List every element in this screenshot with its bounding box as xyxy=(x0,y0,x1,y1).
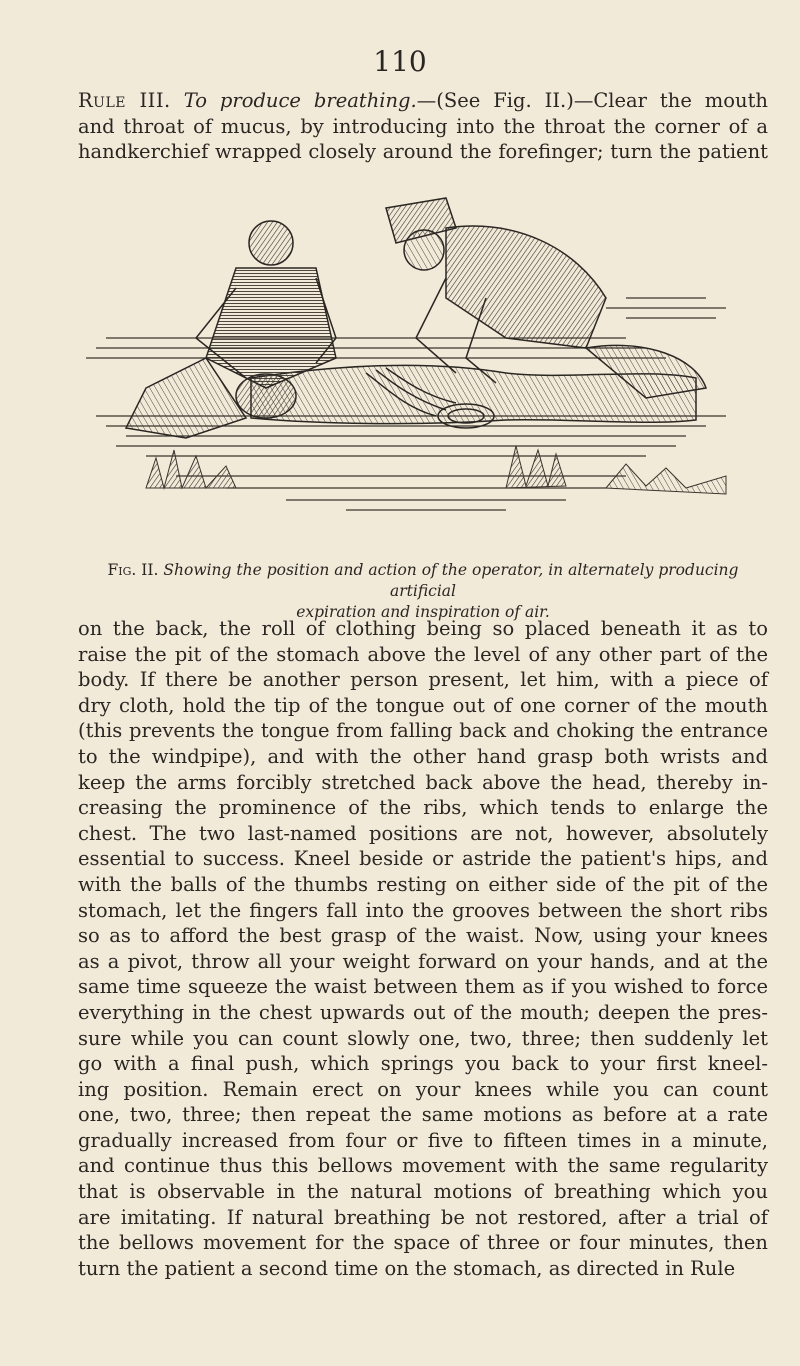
text-line: the bellows movement for the space of three or four minutes, then xyxy=(78,1231,768,1255)
caption-line: expiration and inspiration of air. xyxy=(296,603,550,621)
figure-label: Fig. II. xyxy=(107,561,159,579)
text-line: turn the patient a second time on the stomach, as directed in Rule xyxy=(78,1256,736,1280)
text-line: (this prevents the tongue from falling back and choking the entrance xyxy=(78,719,768,743)
text-line: sure while you can count slowly one, two, three; then suddenly let xyxy=(78,1026,768,1050)
text-line: ing position. Remain erect on your knees while you can count xyxy=(78,1077,768,1101)
text-line: creasing the prominence of the ribs, which tends to enlarge the xyxy=(78,796,768,820)
text-line: that is observable in the natural motions of breathing which you xyxy=(78,1180,768,1204)
text-line: everything in the chest upwards out of the mouth; deepen the pres- xyxy=(78,1000,768,1024)
text-line: handkerchief wrapped closely around the forefinger; turn the patient xyxy=(78,140,768,164)
rule-label: Rule III. xyxy=(78,89,171,112)
text-line: to the windpipe), and with the other hand grasp both wrists and xyxy=(78,744,768,768)
engraving-illustration xyxy=(86,188,736,568)
body-paragraph xyxy=(78,616,768,1281)
text-line: go with a final push, which springs you back to your first kneel- xyxy=(78,1052,768,1076)
caption-line xyxy=(78,560,768,602)
text-line: as a pivot, throw all your weight forward on your hands, and at the xyxy=(78,949,768,973)
caption-text: Showing the position and action of the operator, in alternately producing artificial xyxy=(163,561,739,600)
resuscitation-engraving xyxy=(86,188,736,568)
rule-heading-line xyxy=(78,88,768,114)
text-line: and throat of mucus, by introducing into the throat the corner of a xyxy=(78,114,768,138)
text-line: body. If there be another person present, let him, with a piece of xyxy=(78,668,768,692)
text-line: gradually increased from four or five to fifteen times in a minute, xyxy=(78,1128,768,1152)
rule-title: To produce breathing. xyxy=(183,89,417,112)
text-line: same time squeeze the waist between them as if you wished to force xyxy=(78,975,768,999)
text-line: essential to success. Kneel beside or astride the patient's hips, and xyxy=(78,847,768,871)
text-line: raise the pit of the stomach above the level of any other part of the xyxy=(78,642,768,666)
text-line: so as to afford the best grasp of the waist. Now, using your knees xyxy=(78,924,768,948)
text-line: stomach, let the fingers fall into the grooves between the short ribs xyxy=(78,898,768,922)
text-line: chest. The two last-named positions are not, however, absolutely xyxy=(78,821,768,845)
text-line: are imitating. If natural breathing be not restored, after a trial of xyxy=(78,1205,768,1229)
rule-reference: —(See Fig. II.)—Clear the mouth xyxy=(416,89,768,112)
text-line: dry cloth, hold the tip of the tongue out of one corner of the mouth xyxy=(78,693,768,717)
text-line: and continue thus this bellows movement with the same regularity xyxy=(78,1154,768,1178)
text-line: keep the arms forcibly stretched back above the head, thereby in- xyxy=(78,770,768,794)
text-line: with the balls of the thumbs resting on either side of the pit of the xyxy=(78,872,768,896)
page-number: 110 xyxy=(373,45,427,78)
figure-caption xyxy=(78,560,768,623)
text-line: on the back, the roll of clothing being so placed beneath it as to xyxy=(78,617,768,640)
text-line: one, two, three; then repeat the same motions as before at a rate xyxy=(78,1103,768,1127)
rule-paragraph-intro xyxy=(78,88,768,165)
